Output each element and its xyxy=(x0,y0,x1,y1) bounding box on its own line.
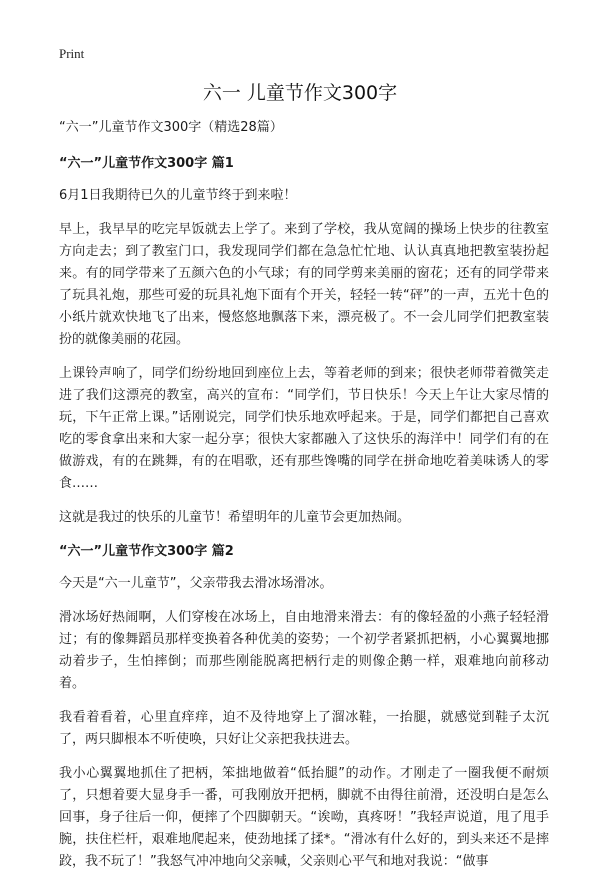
section-2-paragraph-3: 我看着看着，心里直痒痒，迫不及待地穿上了溜冰鞋，一抬腿，就感觉到鞋子太沉了，两只脚根本不听使唤，只好让父亲把我扶进去。 xyxy=(59,710,549,747)
section-heading-1: “六一”儿童节作文300字 篇1 xyxy=(59,156,234,171)
section-1-paragraph-3: 上课铃声响了，同学们纷纷地回到座位上去，等着老师的到来；很快老师带着微笑走进了我们这漂亮的教室，高兴的宣布：“同学们，节日快乐！今天上午让大家尽情的玩，下午正常上课。”话刚说完，同学们快乐地欢呼起来。于是，同学们都把自己喜欢吃的零食拿出来和大家一起分享；很快大家都融入了这快乐的海洋中！同学们有的在做游戏，有的在跳舞，有的在唱歌，还有那些馋嘴的同学在拼命地吃着美味诱人的零食…… xyxy=(59,366,549,491)
section-2-paragraph-2: 滑冰场好热闹啊，人们穿梭在冰场上，自由地滑来滑去：有的像轻盈的小燕子轻轻滑过；有的像舞蹈员那样变换着各种优美的姿势；一个初学者紧抓把柄，小心翼翼地挪动着步子，生怕摔倒；而那些刚能脱离把柄行走的则像企鹅一样，艰难地向前移动着。 xyxy=(59,610,549,691)
section-2-paragraph-1: 今天是“六一儿童节”，父亲带我去滑冰场滑冰。 xyxy=(59,576,333,591)
section-1-paragraph-4: 这就是我过的快乐的儿童节！希望明年的儿童节会更加热闹。 xyxy=(59,510,411,525)
page-title: 六一 儿童节作文300字 xyxy=(202,82,398,104)
print-link[interactable]: Print xyxy=(59,46,85,61)
section-1-paragraph-1: 6月1日我期待已久的儿童节终于到来啦！ xyxy=(59,188,297,203)
section-2-paragraph-4: 我小心翼翼地抓住了把柄，笨拙地做着“低抬腿”的动作。才刚走了一圈我便不耐烦了，只想着要大显身手一番，可我刚放开把柄，脚就不由得往前滑，还没明白是怎么回事，身子往后一仰，便摔了个四脚朝天。“诶呦，真疼呀！”我轻声说道，甩了甩手腕，扶住栏杆，艰难地爬起来，使劲地揉了揉*。“滑冰有什么好的，到头来还不是摔跤，我不玩了！”我怒气冲冲地向父亲喊，父亲则心平气和地对我说：“做事 xyxy=(59,766,549,869)
section-heading-2: “六一”儿童节作文300字 篇2 xyxy=(59,544,234,559)
article-body xyxy=(59,117,549,885)
article-subtitle: “六一”儿童节作文300字（精选28篇） xyxy=(59,120,283,135)
section-1-paragraph-2: 早上，我早早的吃完早饭就去上学了。来到了学校，我从宽阔的操场上快步的往教室方向走去；到了教室门口，我发现同学们都在急急忙忙地、认认真真地把教室装扮起来。有的同学带来了五颜六色的小气球；有的同学剪来美丽的窗花；还有的同学带来了玩具礼炮，那些可爱的玩具礼炮下面有个开关，轻轻一转“砰”的一声，五光十色的小纸片就欢快地飞了出来，慢悠悠地飘落下来，漂亮极了。不一会儿同学们把教室装扮的就像美丽的花园。 xyxy=(59,222,549,347)
